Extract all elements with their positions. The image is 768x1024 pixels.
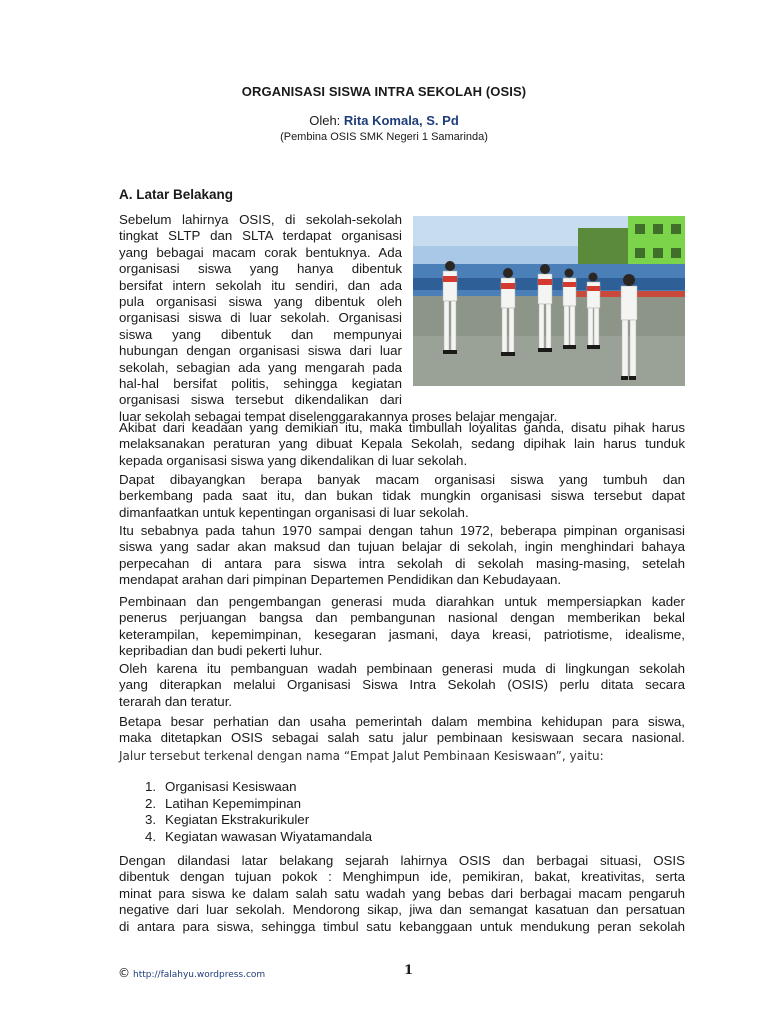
paragraph-line: Betapa besar perhatian dan usaha pemerintah dalam membina kehidupan para siswa, (119, 714, 685, 729)
page-number: 1 (404, 963, 414, 978)
paragraph-line: kepada organisasi siswa yang dikendalikan di luar sekolah. (119, 452, 468, 468)
paragraph-line: hubungan dengan organisasi siswa dari luar (119, 343, 402, 359)
paragraph-line: sekolah, sebagian ada yang mengarah pada (119, 359, 402, 375)
list-item: 1. Organisasi Kesiswaan (145, 779, 297, 794)
paragraph-line: luar sekolah sebagai tempat diselenggarakannya proses belajar mengajar. (119, 408, 558, 424)
paragraph-line: hal-hal bersifat politis, sehingga kegiatan (119, 376, 402, 392)
footer-link[interactable] (118, 966, 265, 980)
paragraph-9 (119, 853, 685, 935)
paragraph-5 (119, 594, 685, 660)
list-item: 2. Latihan Kepemimpinan (145, 795, 302, 811)
paragraph-line: siswa yang sadar akan maksud dan tujuan belajar di sekolah, ingin menghindari bahaya (119, 539, 685, 555)
document-title: ORGANISASI SISWA INTRA SEKOLAH (OSIS) (241, 84, 527, 99)
paragraph-line: tingkat SLTP dan SLTA terdapat organisasi (119, 228, 402, 244)
pembinaan-list (145, 779, 372, 845)
paragraph-line: negative dari luar sekolah. Mendorong sikap, jiwa dan semangat kasatuan dan persatuan (119, 902, 685, 918)
paragraph-line: mendapat arahan dari pimpinan Departemen Pendidikan dan Kebudayaan. (119, 572, 562, 588)
paragraph-line: yang bebagai macam corak bentuknya. Ada (119, 244, 402, 260)
section-heading: A. Latar Belakang (119, 187, 234, 202)
paragraph-7 (119, 714, 685, 747)
paragraph-6 (119, 661, 685, 710)
list-item: 3. Kegiatan Ekstrakurikuler (145, 812, 310, 828)
paragraph-line: organisasi siswa di luar sekolah. Organisasi (119, 310, 402, 326)
footer-url[interactable]: http://falahyu.wordpress.com (133, 970, 266, 980)
paragraph-line: Dapat dibayangkan berapa banyak macam organisasi siswa yang tumbuh dan (119, 472, 685, 487)
paragraph-line: Jalur tersebut terkenal dengan nama “Empat Jalut Pembinaan Kesiswaan”, yaitu: (119, 749, 604, 763)
author-affiliation: (Pembina OSIS SMK Negeri 1 Samarinda) (280, 131, 488, 143)
paragraph-4 (119, 523, 685, 589)
paragraph-line: Dengan dilandasi latar belakang sejarah lahirnya OSIS dan berbagai situasi, OSIS (119, 853, 685, 868)
paragraph-line: Akibat dari keadaan yang demikian itu, maka timbullah loyalitas ganda, disatu pihak harus (119, 420, 685, 435)
paragraph-2 (119, 420, 685, 469)
paragraph-line: bersifat intern sekolah itu sendiri, dan ada (119, 277, 402, 293)
author-name: Rita Komala, S. Pd (343, 113, 459, 128)
paragraph-line: berkembang pada saat itu, dan bukan tidak mungkin organisasi siswa tersebut dapat (119, 488, 685, 504)
paragraph-line: organisasi siswa tersebut dikendalikan dari (119, 392, 402, 408)
paragraph-line: kepribadian dan budi pekerti luhur. (119, 643, 323, 659)
paragraph-line: keterampilan, kepemimpinan, kesegaran jasmani, daya kreasi, patriotisme, idealisme, (119, 626, 685, 642)
byline (0, 113, 768, 128)
photo-illustration (413, 216, 685, 386)
paragraph-8 (119, 748, 685, 764)
paragraph-line: melaksanakan peraturan yang dibuat Kepala Sekolah, sedang dipihak lain harus tunduk (119, 436, 685, 452)
byline-prefix: Oleh: (309, 113, 344, 128)
paragraph-line: perpecahan di antara para siswa intra sekolah di sekolah masing-masing, setelah (119, 555, 685, 571)
paragraph-line: di antara para siswa, sehingga timbul satu kebanggaan untuk mendukung peran sekolah (119, 918, 685, 934)
list-item: 4. Kegiatan wawasan Wiyatamandala (145, 828, 372, 844)
paragraph-line: dibentuk dengan tujuan pokok : Menghimpun ide, pemikiran, bakat, kreativitas, serta (119, 869, 685, 885)
paragraph-line: maka ditetapkan OSIS sebagai salah satu jalur pembinaan kesiswaan secara nasional. (119, 730, 685, 746)
paragraph-line: dimanfaatkan untuk kepentingan organisasi di luar sekolah. (119, 504, 469, 520)
copyright-icon: © (118, 966, 130, 980)
paragraph-line: minat para siswa ke dalam salah satu wadah yang bebas dari berbagai macam pengaruh (119, 885, 685, 901)
paragraph-line: terarah dan teratur. (119, 693, 233, 709)
paragraph-line: Itu sebabnya pada tahun 1970 sampai dengan tahun 1972, beberapa pimpinan organisasi (119, 523, 685, 538)
paragraph-line: pula organisasi siswa yang dibentuk oleh (119, 294, 402, 310)
paragraph-line: Sebelum lahirnya OSIS, di sekolah-sekolah (119, 212, 402, 227)
paragraph-line: Pembinaan dan pengembangan generasi muda diarahkan untuk mempersiapkan kader (119, 594, 685, 609)
paragraph-line: yang diterapkan melalui Organisasi Siswa Intra Sekolah (OSIS) perlu ditata secara (119, 677, 685, 693)
paragraph-line: organisasi siswa yang hanya dibentuk (119, 261, 402, 277)
paragraph-line: penerus perjuangan bangsa dan pembangunan nasional dengan memberikan bekal (119, 610, 685, 626)
paragraph-3 (119, 472, 685, 521)
paragraph-line: Oleh karena itu pembanguan wadah pembinaan generasi muda di lingkungan sekolah (119, 661, 685, 676)
students-ceremony-photo (413, 216, 685, 386)
paragraph-line: siswa yang dibentuk dan mempunyai (119, 326, 402, 342)
